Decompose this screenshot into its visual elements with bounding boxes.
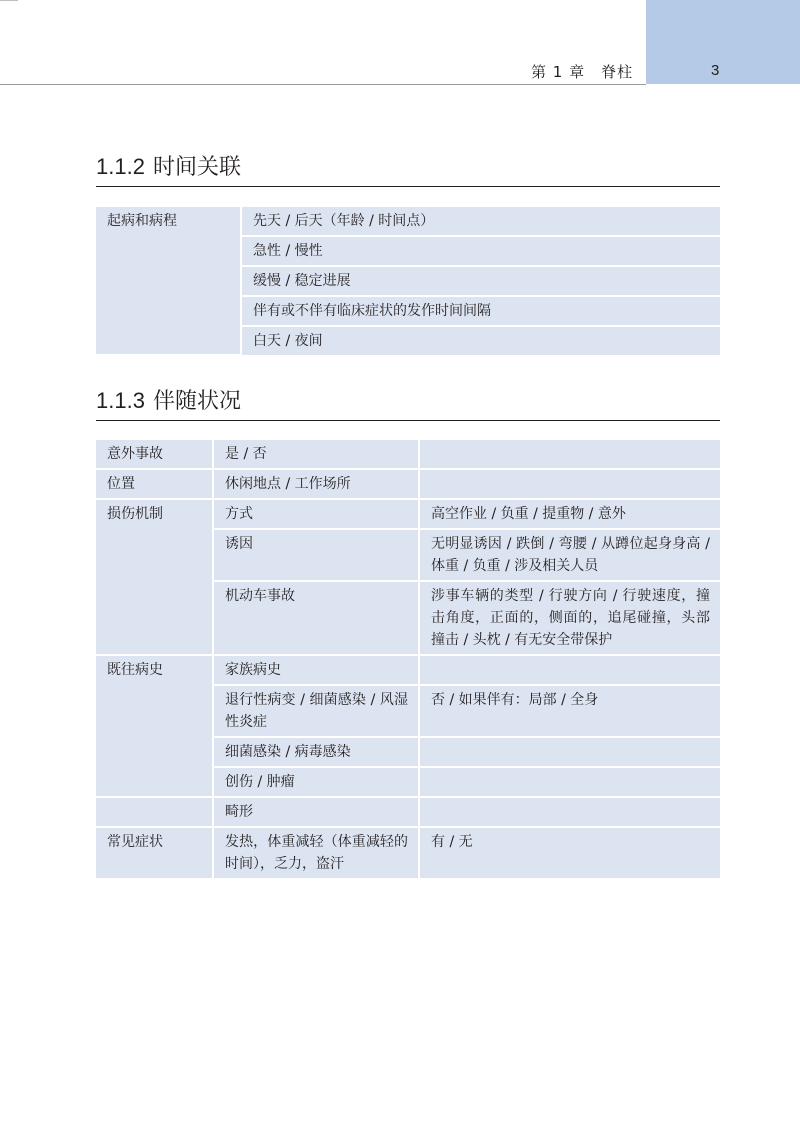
onset-course-table bbox=[96, 207, 720, 356]
table-row bbox=[96, 797, 720, 827]
detail-cell: 有 / 无 bbox=[419, 827, 720, 878]
detail-cell bbox=[419, 469, 720, 499]
item-cell: 退行性病变 / 细菌感染 / 风湿性炎症 bbox=[213, 685, 419, 737]
detail-cell bbox=[419, 440, 720, 469]
item-cell: 诱因 bbox=[213, 529, 419, 581]
item-cell: 休闲地点 / 工作场所 bbox=[213, 469, 419, 499]
table-row bbox=[96, 469, 720, 499]
header-rule bbox=[0, 84, 646, 85]
section-number: 1.1.3 bbox=[96, 388, 145, 413]
page-number: 3 bbox=[711, 62, 720, 79]
table-row bbox=[96, 827, 720, 878]
crop-mark bbox=[0, 0, 18, 1]
item-cell: 白天 / 夜间 bbox=[241, 326, 720, 355]
detail-cell: 高空作业 / 负重 / 提重物 / 意外 bbox=[419, 499, 720, 529]
section-rule bbox=[96, 186, 720, 187]
detail-cell: 涉事车辆的类型 / 行驶方向 / 行驶速度，撞击角度，正面的，侧面的，追尾碰撞，头部撞击 / 头枕 / 有无安全带保护 bbox=[419, 581, 720, 655]
detail-cell: 否 / 如果伴有：局部 / 全身 bbox=[419, 685, 720, 737]
section-number: 1.1.2 bbox=[96, 154, 145, 179]
section-heading-circumstances bbox=[96, 384, 241, 415]
item-cell: 缓慢 / 稳定进展 bbox=[241, 266, 720, 296]
item-cell: 先天 / 后天（年龄 / 时间点） bbox=[241, 207, 720, 236]
chapter-title: 第 1 章 脊柱 bbox=[531, 63, 634, 81]
category-cell: 常见症状 bbox=[96, 827, 213, 878]
table-row bbox=[96, 207, 720, 236]
section-title: 伴随状况 bbox=[152, 389, 241, 414]
category-cell: 既往病史 bbox=[96, 655, 213, 797]
detail-cell bbox=[419, 767, 720, 797]
item-cell: 机动车事故 bbox=[213, 581, 419, 655]
detail-cell bbox=[419, 797, 720, 827]
item-cell: 畸形 bbox=[213, 797, 419, 827]
category-cell: 位置 bbox=[96, 469, 213, 499]
category-cell bbox=[96, 797, 213, 827]
section-rule bbox=[96, 420, 720, 421]
item-cell: 发热，体重减轻（体重减轻的时间），乏力，盗汗 bbox=[213, 827, 419, 878]
item-cell: 急性 / 慢性 bbox=[241, 236, 720, 266]
page-tab bbox=[646, 0, 800, 84]
item-cell: 创伤 / 肿瘤 bbox=[213, 767, 419, 797]
table-row bbox=[96, 499, 720, 529]
item-cell: 伴有或不伴有临床症状的发作时间间隔 bbox=[241, 296, 720, 326]
item-cell: 细菌感染 / 病毒感染 bbox=[213, 737, 419, 767]
table-row bbox=[96, 655, 720, 685]
category-cell: 意外事故 bbox=[96, 440, 213, 469]
circumstances-table bbox=[96, 440, 720, 878]
category-cell: 损伤机制 bbox=[96, 499, 213, 655]
detail-cell bbox=[419, 737, 720, 767]
table-row bbox=[96, 440, 720, 469]
detail-cell: 无明显诱因 / 跌倒 / 弯腰 / 从蹲位起身身高 / 体重 / 负重 / 涉及相关人员 bbox=[419, 529, 720, 581]
category-cell: 起病和病程 bbox=[96, 207, 241, 355]
detail-cell bbox=[419, 655, 720, 685]
section-heading-timing bbox=[96, 150, 241, 181]
item-cell: 是 / 否 bbox=[213, 440, 419, 469]
item-cell: 方式 bbox=[213, 499, 419, 529]
section-title: 时间关联 bbox=[152, 155, 241, 180]
item-cell: 家族病史 bbox=[213, 655, 419, 685]
